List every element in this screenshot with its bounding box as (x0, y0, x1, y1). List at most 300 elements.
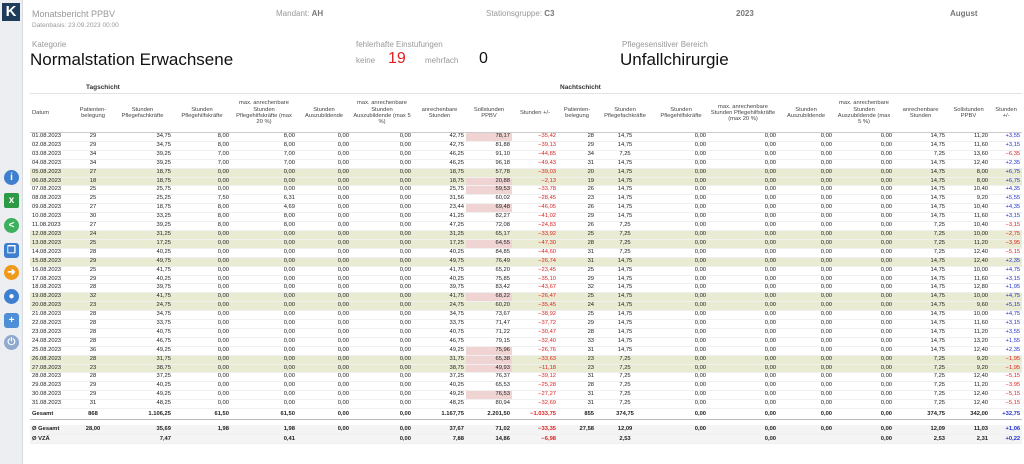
table-cell: 0,00 (297, 159, 351, 168)
table-cell: 0,00 (708, 337, 778, 346)
table-cell: 0,00 (173, 337, 231, 346)
bereich-value: Unfallchirurgie (620, 50, 729, 69)
table-row (30, 213, 1022, 222)
table-cell: 49,75 (413, 257, 466, 266)
table-cell: 31 (558, 373, 596, 382)
row-label: 05.08.2023 (30, 168, 74, 177)
table-cell: +2,35 (990, 159, 1022, 168)
row-label: 16.08.2023 (30, 266, 74, 275)
table-cell: 39,75 (413, 284, 466, 293)
table-cell: 24 (558, 302, 596, 311)
table-cell: 0,00 (708, 346, 778, 355)
table-cell: 7,25 (596, 150, 654, 159)
table-cell: 8,00 (947, 177, 990, 186)
row-label: 07.08.2023 (30, 186, 74, 195)
table-cell: 0,00 (778, 328, 834, 337)
column-header-12[interactable]: Stunden Pflegehilfskräfte (654, 94, 708, 133)
table-cell: 2,53 (894, 434, 947, 444)
table-cell: 0,00 (654, 213, 708, 222)
column-header-2[interactable]: Stunden Pflegefachkräfte (112, 94, 173, 133)
table-cell: +0,22 (990, 434, 1022, 444)
table-cell: 0,00 (708, 248, 778, 257)
table-cell: 25 (558, 266, 596, 275)
table-cell: 11,03 (947, 425, 990, 434)
table-row (30, 302, 1022, 311)
table-cell: 0,00 (834, 425, 894, 434)
table-cell: 0,00 (708, 195, 778, 204)
table-cell: 0,00 (173, 284, 231, 293)
table-cell: 8,00 (173, 141, 231, 150)
table-cell: 25 (74, 195, 112, 204)
table-cell: 41,75 (112, 293, 173, 302)
table-cell: 0,00 (297, 177, 351, 186)
table-cell: 0,00 (708, 320, 778, 329)
table-cell: 7,25 (894, 373, 947, 382)
table-cell: 60,20 (466, 302, 512, 311)
table-cell: 28,00 (74, 425, 112, 434)
table-cell: −32,40 (512, 337, 558, 346)
table-cell: 0,00 (778, 337, 834, 346)
table-cell: 0,00 (351, 355, 413, 364)
table-cell: 31 (558, 257, 596, 266)
category-value: Normalstation Erwachsene (30, 50, 234, 69)
table-cell: 7,25 (894, 239, 947, 248)
table-cell: +4,35 (990, 186, 1022, 195)
table-cell: 0,00 (778, 186, 834, 195)
table-cell: 10,00 (947, 311, 990, 320)
table-cell: +3,55 (990, 133, 1022, 142)
table-cell: +32,75 (990, 409, 1022, 420)
table-cell: 0,00 (778, 311, 834, 320)
table-cell: 0,00 (708, 382, 778, 391)
table-cell: 0,00 (173, 266, 231, 275)
table-cell: 10,00 (947, 266, 990, 275)
table-cell: 2,53 (596, 434, 654, 444)
row-label: Gesamt (30, 409, 74, 420)
table-cell: 7,25 (596, 382, 654, 391)
table-row (30, 204, 1022, 213)
row-label: 10.08.2023 (30, 213, 74, 222)
table-cell: 0,00 (708, 364, 778, 373)
table-cell: +3,15 (990, 141, 1022, 150)
table-cell: 0,00 (834, 409, 894, 420)
table-cell: 8,00 (231, 141, 297, 150)
column-header-10[interactable]: Patienten-belegung (558, 94, 596, 133)
table-cell: 0,00 (351, 177, 413, 186)
table-cell: 11,20 (947, 239, 990, 248)
table-cell: 0,00 (778, 159, 834, 168)
table-cell: 29 (558, 213, 596, 222)
column-header-6[interactable]: max. anrechenbare Stunden Auszubildende (max 5 %) (351, 94, 413, 133)
table-cell: −1.033,75 (512, 409, 558, 420)
table-cell: 11,20 (947, 133, 990, 142)
table-cell: −37,72 (512, 320, 558, 329)
row-label: Ø VZÄ (30, 434, 74, 444)
excel-export-icon[interactable]: x (4, 193, 19, 208)
table-cell: −26,47 (512, 293, 558, 302)
table-cell: 0,00 (231, 168, 297, 177)
table-cell: 0,00 (231, 302, 297, 311)
table-cell: 0,00 (173, 168, 231, 177)
table-cell: 11,60 (947, 275, 990, 284)
table-cell: 0,00 (351, 159, 413, 168)
table-cell: 0,00 (297, 257, 351, 266)
table-cell: 0,00 (834, 141, 894, 150)
table-cell: 35,69 (112, 425, 173, 434)
table-cell: −30,47 (512, 328, 558, 337)
table-row (30, 311, 1022, 320)
table-cell: 96,18 (466, 159, 512, 168)
user-icon[interactable]: ● (4, 289, 19, 304)
table-cell: 7,00 (173, 159, 231, 168)
column-header-15[interactable]: max. anrechenbare Stunden Auszubildende (max 5 %) (834, 94, 894, 133)
table-cell: 34,75 (112, 133, 173, 142)
table-cell: 14,75 (596, 159, 654, 168)
table-cell: 0,00 (297, 248, 351, 257)
row-label: 13.08.2023 (30, 239, 74, 248)
table-row (30, 239, 1022, 248)
row-label: 22.08.2023 (30, 320, 74, 329)
table-cell: 0,00 (231, 257, 297, 266)
table-cell: 0,00 (351, 257, 413, 266)
table-cell: 0,00 (654, 204, 708, 213)
total-row (30, 409, 1022, 420)
table-cell: 0,00 (708, 328, 778, 337)
table-cell: 30 (74, 213, 112, 222)
table-cell: 24 (74, 230, 112, 239)
column-header-13[interactable]: max. anrechenbare Stunden Pflegehilfskräfte (max 20 %) (708, 94, 778, 133)
column-header-5[interactable]: Stunden Auszubildende (297, 94, 351, 133)
table-cell: 39,25 (112, 150, 173, 159)
row-label: 24.08.2023 (30, 337, 74, 346)
table-cell: +3,15 (990, 213, 1022, 222)
table-cell: 0,00 (173, 302, 231, 311)
table-cell: 14,75 (596, 311, 654, 320)
column-header-0[interactable]: Datum (30, 94, 74, 133)
table-cell: 0,00 (778, 222, 834, 231)
table-cell: 14,86 (466, 434, 512, 444)
table-cell: 79,15 (466, 337, 512, 346)
column-header-9[interactable]: Stunden +/- (512, 94, 558, 133)
table-cell: 34,75 (112, 141, 173, 150)
table-cell: 11,20 (947, 328, 990, 337)
table-cell: −39,12 (512, 373, 558, 382)
table-cell: 0,00 (708, 302, 778, 311)
table-cell: 4,69 (231, 204, 297, 213)
column-header-7[interactable]: anrechenbare Stunden (413, 94, 466, 133)
table-row (30, 328, 1022, 337)
table-cell: 31 (74, 400, 112, 409)
table-cell: 0,00 (351, 141, 413, 150)
table-cell: 0,00 (351, 373, 413, 382)
table-cell: 0,00 (778, 400, 834, 409)
table-cell: 0,00 (351, 425, 413, 434)
table-cell: 8,00 (231, 133, 297, 142)
table-cell: 0,00 (297, 141, 351, 150)
table-cell: 14,75 (894, 195, 947, 204)
table-cell: −33,92 (512, 230, 558, 239)
table-cell: 29 (558, 320, 596, 329)
table-cell: 0,00 (778, 141, 834, 150)
table-row (30, 257, 1022, 266)
table-cell: +6,75 (990, 168, 1022, 177)
table-cell: 29 (558, 141, 596, 150)
column-header-1[interactable]: Patienten-belegung (74, 94, 112, 133)
table-cell: 0,00 (351, 213, 413, 222)
row-label: 29.08.2023 (30, 382, 74, 391)
table-cell: +1,95 (990, 284, 1022, 293)
table-cell: 61,50 (173, 409, 231, 420)
table-cell: 0,00 (351, 204, 413, 213)
table-cell: 71,22 (466, 328, 512, 337)
table-row (30, 355, 1022, 364)
table-cell: 0,00 (297, 373, 351, 382)
table-cell: 33,25 (112, 213, 173, 222)
table-cell: +2,35 (990, 257, 1022, 266)
table-cell: 0,00 (708, 257, 778, 266)
copy-icon[interactable]: ❐ (4, 243, 19, 258)
table-cell: 29 (74, 257, 112, 266)
table-cell: 14,75 (894, 159, 947, 168)
table-cell: 0,00 (834, 213, 894, 222)
table-row (30, 186, 1022, 195)
table-cell: 0,00 (654, 355, 708, 364)
table-cell: 0,00 (834, 133, 894, 142)
table-cell: 0,00 (834, 222, 894, 231)
table-cell: 0,00 (654, 337, 708, 346)
table-cell: 0,00 (231, 364, 297, 373)
table-cell: 0,00 (778, 382, 834, 391)
table-cell: 0,00 (297, 337, 351, 346)
row-label: 19.08.2023 (30, 293, 74, 302)
table-cell: 26 (558, 204, 596, 213)
table-cell: 7,25 (894, 150, 947, 159)
row-label: 23.08.2023 (30, 328, 74, 337)
table-cell: 40,25 (112, 248, 173, 257)
table-cell: −24,83 (512, 222, 558, 231)
add-icon[interactable]: + (4, 313, 19, 328)
table-cell: 0,00 (654, 346, 708, 355)
fehler-label: fehlerhafte Einstufungen (356, 40, 443, 49)
mandant-label: Mandant: (276, 9, 310, 18)
app-logo-icon[interactable]: K (2, 3, 20, 21)
column-header-17[interactable]: Sollstunden PPBV (947, 94, 990, 133)
table-cell: +3,15 (990, 320, 1022, 329)
table-cell: −27,27 (512, 391, 558, 400)
table-cell: 36 (74, 346, 112, 355)
table-row (30, 248, 1022, 257)
table-cell: 7,25 (596, 400, 654, 409)
table-cell: 14,75 (894, 346, 947, 355)
table-cell: 29 (74, 141, 112, 150)
table-cell: 0,00 (297, 302, 351, 311)
row-label: 06.08.2023 (30, 177, 74, 186)
table-cell: 25 (558, 311, 596, 320)
table-cell: −32,69 (512, 400, 558, 409)
table-cell: 0,00 (778, 177, 834, 186)
table-cell: +3,15 (990, 275, 1022, 284)
table-cell: 8,00 (947, 168, 990, 177)
table-cell: 34,75 (112, 311, 173, 320)
column-header-14[interactable]: Stunden Auszubildende (778, 94, 834, 133)
table-cell: 0,00 (654, 409, 708, 420)
table-cell: 24,75 (413, 302, 466, 311)
table-row (30, 320, 1022, 329)
table-row (30, 293, 1022, 302)
table-row (30, 177, 1022, 186)
table-cell: 40,25 (112, 382, 173, 391)
table-cell: 11,60 (947, 213, 990, 222)
table-cell: 0,00 (231, 230, 297, 239)
table-cell: 0,00 (834, 346, 894, 355)
table-cell: 26 (558, 186, 596, 195)
column-header-16[interactable]: anrechenbare Stunden (894, 94, 947, 133)
table-cell: 0,00 (654, 311, 708, 320)
table-cell: 0,00 (654, 382, 708, 391)
table-cell: 29 (74, 382, 112, 391)
table-cell: −44,60 (512, 248, 558, 257)
row-label: 21.08.2023 (30, 311, 74, 320)
table-cell: 28 (558, 328, 596, 337)
table-cell: 32 (74, 293, 112, 302)
table-cell: 14,75 (596, 204, 654, 213)
table-cell: 12,40 (947, 248, 990, 257)
row-label: 27.08.2023 (30, 364, 74, 373)
table-cell: 0,00 (654, 222, 708, 231)
table-cell: 75,85 (466, 275, 512, 284)
table-cell: 23 (558, 195, 596, 204)
table-cell: 18,75 (413, 177, 466, 186)
table-cell: 0,00 (708, 266, 778, 275)
table-cell: 12,09 (894, 425, 947, 434)
table-cell: 0,00 (351, 284, 413, 293)
table-cell: 0,00 (834, 355, 894, 364)
table-cell (173, 434, 231, 444)
table-cell: 6,31 (231, 195, 297, 204)
table-cell: 342,00 (947, 409, 990, 420)
table-cell: 0,00 (778, 257, 834, 266)
table-cell: 14,75 (894, 177, 947, 186)
table-cell: 40,25 (413, 248, 466, 257)
table-cell: 0,00 (654, 391, 708, 400)
table-cell: 14,75 (894, 168, 947, 177)
table-cell: 81,88 (466, 141, 512, 150)
table-cell: 0,00 (778, 302, 834, 311)
column-header-4[interactable]: max. anrechenbare Stunden Pflegehilfskräfte (max 20 %) (231, 94, 297, 133)
table-cell: 39,75 (112, 284, 173, 293)
table-cell: 0,00 (834, 364, 894, 373)
table-cell: 27 (74, 204, 112, 213)
table-cell: 14,75 (596, 284, 654, 293)
table-cell: 7,25 (894, 391, 947, 400)
column-header-3[interactable]: Stunden Pflegehilfskräfte (173, 94, 231, 133)
table-cell: 23,44 (413, 204, 466, 213)
table-cell: 17,25 (413, 239, 466, 248)
table-cell: +4,35 (990, 204, 1022, 213)
forward-icon[interactable]: ➜ (4, 265, 19, 280)
table-cell: 0,00 (231, 337, 297, 346)
report-rows (30, 133, 1022, 444)
table-cell: 11,60 (947, 141, 990, 150)
table-cell: 0,00 (173, 177, 231, 186)
info-icon[interactable]: i (4, 170, 19, 185)
table-cell: 0,00 (231, 239, 297, 248)
table-cell: 19 (558, 177, 596, 186)
table-cell: 0,00 (351, 195, 413, 204)
table-cell: −26,74 (512, 257, 558, 266)
table-cell: 0,00 (778, 346, 834, 355)
table-cell: 0,00 (231, 355, 297, 364)
table-cell: 0,00 (778, 284, 834, 293)
table-cell: −2,13 (512, 177, 558, 186)
table-cell: 0,00 (231, 328, 297, 337)
table-row (30, 141, 1022, 150)
table-cell: 0,00 (297, 346, 351, 355)
table-cell: 14,75 (596, 266, 654, 275)
table-cell: 0,00 (708, 239, 778, 248)
table-cell: 7,25 (596, 230, 654, 239)
column-header-11[interactable]: Stunden Pflegefachkräfte (596, 94, 654, 133)
table-cell: 0,00 (778, 364, 834, 373)
column-header-row (30, 94, 1022, 133)
table-cell: 0,00 (834, 337, 894, 346)
table-cell: 14,75 (894, 337, 947, 346)
table-cell: 0,00 (654, 248, 708, 257)
table-cell: +3,55 (990, 328, 1022, 337)
table-cell: 25 (74, 266, 112, 275)
table-cell: 14,75 (894, 213, 947, 222)
table-cell: 0,00 (834, 159, 894, 168)
column-header-18[interactable]: Stunden +/- (990, 94, 1022, 133)
table-cell: 12,40 (947, 257, 990, 266)
table-cell: 60,02 (466, 195, 512, 204)
table-cell: 11,60 (947, 320, 990, 329)
table-cell: 8,00 (173, 213, 231, 222)
table-cell (558, 434, 596, 444)
table-cell: 0,00 (351, 328, 413, 337)
table-cell: 0,00 (351, 346, 413, 355)
table-cell: 0,00 (708, 168, 778, 177)
table-cell: 0,00 (654, 293, 708, 302)
table-cell: 7,25 (894, 222, 947, 231)
table-cell: 26 (558, 222, 596, 231)
table-cell: 28 (74, 311, 112, 320)
row-label: 26.08.2023 (30, 355, 74, 364)
table-cell: −25,28 (512, 382, 558, 391)
table-cell: −1,95 (990, 364, 1022, 373)
table-cell: −35,45 (512, 302, 558, 311)
table-cell: 0,00 (654, 195, 708, 204)
table-cell: 0,00 (173, 364, 231, 373)
table-cell: 49,25 (413, 346, 466, 355)
table-cell: 0,00 (173, 346, 231, 355)
table-cell: 0,00 (173, 400, 231, 409)
table-cell: 33,75 (112, 320, 173, 329)
table-cell: 7,88 (413, 434, 466, 444)
table-cell: 0,00 (708, 150, 778, 159)
table-cell: 25 (558, 230, 596, 239)
table-cell: 0,00 (778, 293, 834, 302)
table-cell: 0,00 (297, 186, 351, 195)
table-cell: 0,00 (351, 266, 413, 275)
share-icon[interactable]: < (4, 218, 19, 233)
table-cell: 7,25 (596, 391, 654, 400)
column-header-8[interactable]: Sollstunden PPBV (466, 94, 512, 133)
report-year: 2023 (736, 9, 754, 18)
table-cell: −35,42 (512, 133, 558, 142)
power-icon[interactable]: ⏻ (4, 335, 19, 350)
table-row (30, 337, 1022, 346)
